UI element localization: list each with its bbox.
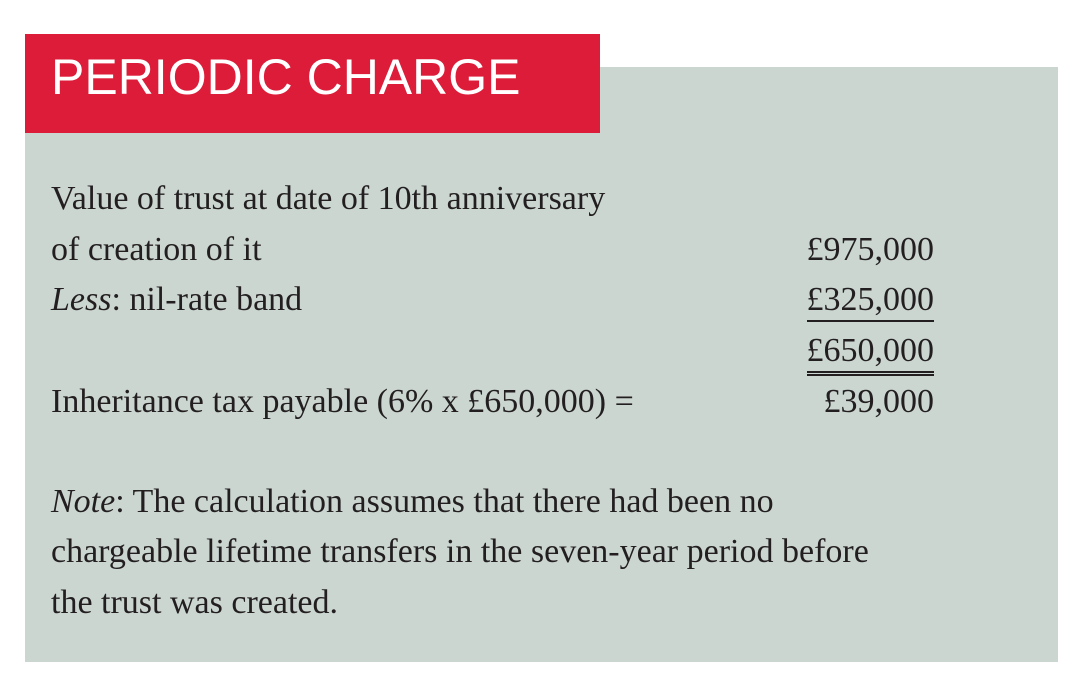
- header-banner: [25, 34, 600, 133]
- less-label: Less: [51, 281, 112, 318]
- note-line-3: the trust was created.: [51, 584, 338, 621]
- page-title: PERIODIC CHARGE: [51, 49, 521, 105]
- amount-subtotal-value: £650,000: [807, 332, 935, 376]
- less-rest: : nil-rate band: [111, 281, 303, 318]
- amount-nil-rate-band: [807, 283, 935, 317]
- calc-line-tax-payable: Inheritance tax payable (6% x £650,000) =: [51, 383, 634, 420]
- amount-trust-value: £975,000: [806, 231, 934, 268]
- calc-line-less: [51, 283, 302, 317]
- calc-line-value-of-trust: Value of trust at date of 10th anniversary: [51, 180, 606, 217]
- note-label: Note: [51, 483, 116, 520]
- amount-tax-payable: £39,000: [823, 383, 934, 420]
- amount-subtotal: [807, 334, 935, 368]
- note-text-1: : The calculation assumes that there had been no: [115, 483, 774, 520]
- note-line-2: chargeable lifetime transfers in the seven-year period before: [51, 533, 869, 570]
- note-line-1: [51, 485, 774, 519]
- calc-line-creation: of creation of it: [51, 231, 262, 268]
- amount-nil-rate-band-value: £325,000: [807, 281, 935, 322]
